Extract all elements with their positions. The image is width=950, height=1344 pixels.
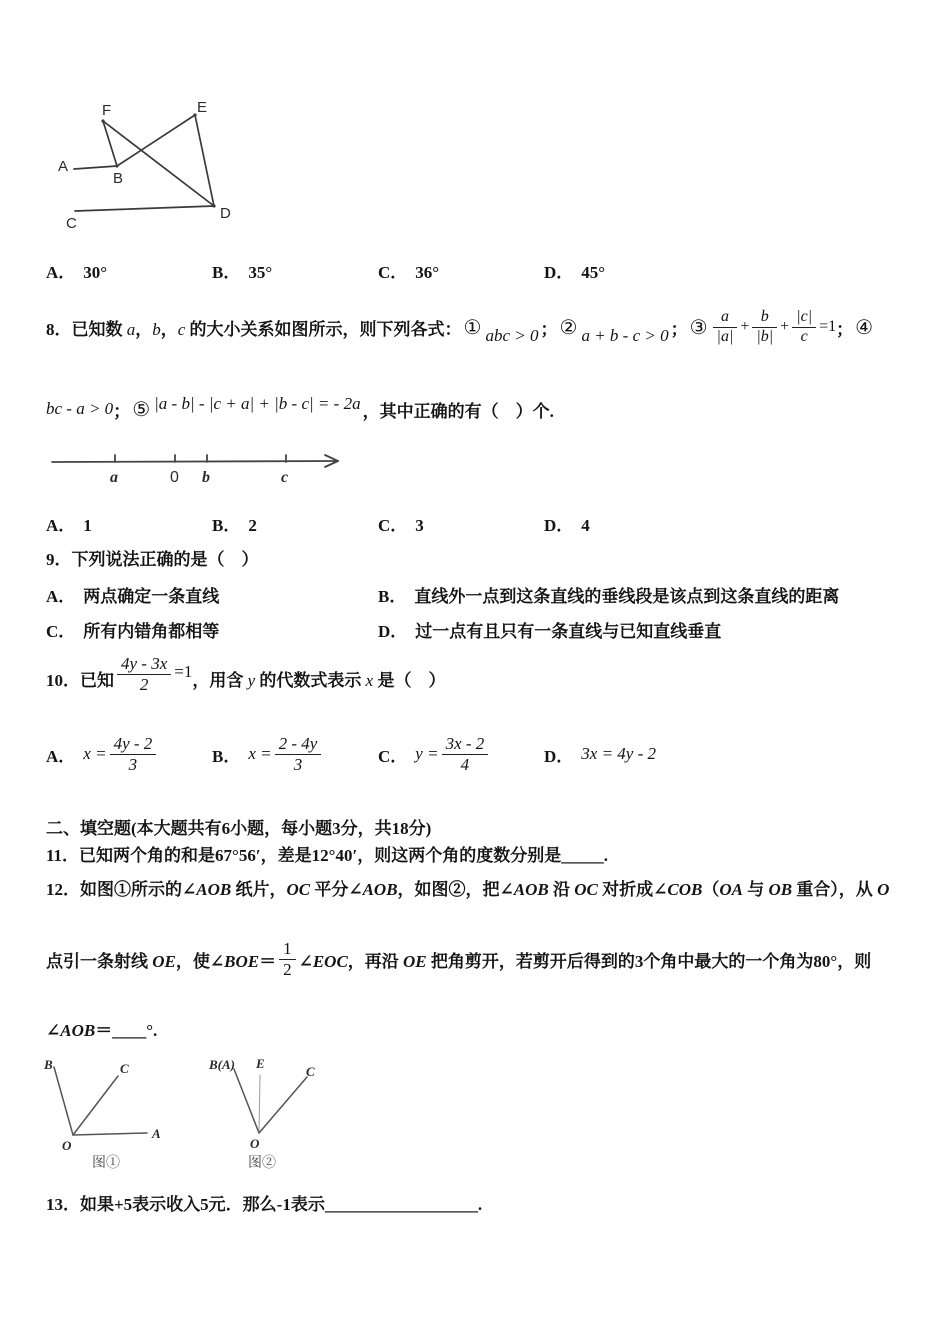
option-label: D． <box>544 516 574 535</box>
numerator: 3x - 2 <box>442 734 489 755</box>
q8-expr-5: |a - b| - |c + a| + |b - c| = - 2a <box>154 394 361 413</box>
section2-title: 二、填空题(本大题共有6小题，每小题3分，共18分) <box>46 819 432 838</box>
option-text: 2 <box>248 516 257 535</box>
ray-OC <box>259 1077 307 1133</box>
q8-option-a <box>46 511 92 536</box>
q7-figure-lines <box>74 115 214 211</box>
q8-question-tail: ，其中正确的有（ ）个. <box>362 401 554 421</box>
text-run: ，如图②，把 <box>397 880 500 899</box>
option-label: B． <box>212 746 241 766</box>
option-text: 35° <box>248 263 273 282</box>
denominator: c <box>800 327 808 345</box>
text-run: b <box>152 319 161 339</box>
option-label: A． <box>46 516 76 535</box>
segment-CD <box>75 206 214 211</box>
point-label-B: B <box>113 170 124 187</box>
option-label: B． <box>212 263 241 282</box>
q8-number-line <box>48 446 348 488</box>
tick-label-a: a <box>110 469 118 486</box>
text-run: ，再沿 <box>347 951 404 971</box>
point-label-BA: B(A) <box>209 1057 235 1072</box>
text-run: ，使 <box>175 951 210 971</box>
q10-stem <box>46 650 445 706</box>
q8-option-b <box>212 511 257 536</box>
text-run: ∠AOB <box>46 1021 96 1040</box>
text-run: OC <box>286 880 311 899</box>
point-label-A: A <box>58 158 69 175</box>
text-run: OA <box>719 880 743 899</box>
q8-expr-2: a + b - c > 0 <box>581 326 669 345</box>
ray-OA <box>73 1133 147 1135</box>
figure1-caption: 图① <box>92 1156 120 1171</box>
point-label-C: C <box>306 1064 315 1079</box>
q9-option-c <box>46 617 219 642</box>
segment-AB <box>74 166 117 169</box>
denominator: 2 <box>283 959 292 979</box>
q10-option-b <box>212 724 324 784</box>
denominator: |b| <box>756 327 774 345</box>
fraction <box>279 939 296 979</box>
denominator: 2 <box>139 674 149 694</box>
text-run: OE <box>403 951 427 971</box>
text-run: 纸片， <box>231 880 287 899</box>
option-text: 3x = 4y - 2 <box>581 744 657 763</box>
text-run: 的大小关系如图所示，则下列各式： <box>185 319 462 339</box>
tick-label-0: 0 <box>170 469 179 486</box>
option-label: D． <box>378 622 408 641</box>
text-run: ∠COB <box>653 880 703 899</box>
point-label-C: C <box>120 1061 129 1076</box>
denominator: 3 <box>128 754 138 774</box>
option-lhs: x = <box>83 744 107 763</box>
text-run: c <box>177 319 186 339</box>
q8-option-c <box>378 511 424 536</box>
text-run: 与 <box>742 880 769 899</box>
text-run: OB <box>768 880 793 899</box>
q7-option-c <box>378 258 439 283</box>
numerator: 4y - 2 <box>110 734 157 755</box>
text-run: O <box>877 880 890 899</box>
numerator: a <box>713 308 738 327</box>
option-text: 30° <box>83 263 108 282</box>
circled-4: ④ <box>855 315 874 339</box>
option-label: D． <box>544 746 574 766</box>
tick-label-b: b <box>202 469 210 486</box>
text-run: y <box>247 670 256 690</box>
option-lhs: y = <box>415 744 439 763</box>
option-label: C． <box>378 516 408 535</box>
numerator: b <box>752 308 777 327</box>
segment-FB <box>103 121 117 166</box>
plus-sign: + <box>740 318 750 335</box>
q7-geometry-figure <box>40 78 260 238</box>
text-run: ＝____°. <box>95 1021 158 1040</box>
text-run: 是（ ） <box>373 670 446 690</box>
arrowhead <box>325 455 338 461</box>
text-run: 12．如图①所示的 <box>46 880 182 899</box>
text-run: ，用含 <box>192 670 248 690</box>
ray-OB <box>54 1067 73 1135</box>
option-label: C． <box>46 622 76 641</box>
text-run: 点引一条射线 <box>46 951 153 971</box>
separator: ； <box>540 319 558 339</box>
q10-option-a <box>46 724 159 784</box>
circled-1: ① <box>463 315 482 339</box>
plus-sign: + <box>780 318 790 335</box>
figure1-rays <box>54 1067 147 1135</box>
denominator: 3 <box>293 754 303 774</box>
text-run: OE <box>152 951 176 971</box>
text-run: OC <box>574 880 598 899</box>
fraction <box>752 308 777 346</box>
option-label: C． <box>378 746 408 766</box>
tick-label-c: c <box>281 469 289 486</box>
ray-OC <box>73 1076 118 1135</box>
text-run: ∠EOC <box>298 951 348 971</box>
q9-option-d <box>378 617 721 642</box>
q7-option-d <box>544 258 605 283</box>
fraction <box>275 734 322 774</box>
numerator: 1 <box>279 939 296 960</box>
text-run: 沿 <box>548 880 575 899</box>
q9-option-a <box>46 582 219 607</box>
q12-stem-line1 <box>46 875 889 900</box>
fraction <box>792 308 816 346</box>
point-label-F: F <box>102 102 112 119</box>
q7-option-b <box>212 258 272 283</box>
numerator: 2 - 4y <box>275 734 322 755</box>
figure2-caption: 图② <box>248 1156 276 1171</box>
option-text: 1 <box>83 516 92 535</box>
point-label-D: D <box>220 205 231 222</box>
text-run: x <box>365 670 374 690</box>
q13-stem: 13．如果+5表示收入5元．那么-1表示__________________. <box>46 1195 483 1214</box>
q12-answer-blank-line <box>46 1016 157 1041</box>
fraction <box>442 734 489 774</box>
text-run: a <box>126 319 136 339</box>
q12-line2-before <box>46 947 276 972</box>
q8-expr-1: abc > 0 <box>485 326 539 345</box>
q10-stem-suffix <box>192 666 445 691</box>
point-label-C: C <box>66 215 77 232</box>
point-label-A: A <box>152 1126 161 1141</box>
option-label: A． <box>46 263 76 282</box>
q12-figure-1 <box>40 1055 170 1173</box>
text-run: 8．已知数 <box>46 319 127 339</box>
point-label-O: O <box>250 1136 260 1151</box>
circled-5: ⑤ <box>132 397 151 421</box>
text-run: 的代数式表示 <box>255 670 366 690</box>
numerator: |c| <box>792 308 816 327</box>
q8-option-d <box>544 511 590 536</box>
q7-option-a <box>46 258 107 283</box>
point-label-E: E <box>197 99 208 116</box>
q9-stem: 9．下列说法正确的是（ ） <box>46 550 259 569</box>
q11-stem: 11．已知两个角的和是67°56′，差是12°40′，则这两个角的度数分别是_____. <box>46 846 608 865</box>
segment-ED <box>195 115 214 206</box>
text-run: 平分 <box>310 880 349 899</box>
option-label: C． <box>378 263 408 282</box>
text-run: ＝ <box>259 951 277 971</box>
q12-stem-line2 <box>46 930 871 988</box>
fraction <box>713 308 738 346</box>
text-run: （ <box>702 880 720 899</box>
q8-stem-line1 <box>46 298 875 356</box>
q12-line2-after <box>299 947 872 972</box>
q8-stem-line2 <box>46 390 554 428</box>
fraction <box>117 654 171 694</box>
option-text: 两点确定一条直线 <box>83 587 220 606</box>
option-label: B． <box>212 516 241 535</box>
option-text: 过一点有且只有一条直线与已知直线垂直 <box>415 622 722 641</box>
option-text: 所有内错角都相等 <box>83 622 220 641</box>
option-label: A． <box>46 746 76 766</box>
option-text: 4 <box>581 516 590 535</box>
ray-OE-crease <box>259 1075 260 1133</box>
circled-2: ② <box>559 315 578 339</box>
text-run: 重合），从 <box>792 880 878 899</box>
text-run: 把角剪开，若剪开后得到的3个角中最大的一个角为80°，则 <box>426 951 872 971</box>
fraction <box>110 734 157 774</box>
option-text: 3 <box>415 516 424 535</box>
text-run: ∠BOE <box>209 951 260 971</box>
option-label: B． <box>378 587 407 606</box>
q12-figure-2 <box>193 1055 333 1173</box>
text-run: ， <box>135 319 153 339</box>
figure2-rays <box>234 1069 307 1133</box>
separator: ； <box>670 319 688 339</box>
option-text: 直线外一点到这条直线的垂线段是该点到这条直线的距离 <box>414 587 840 606</box>
equals-one: =1 <box>174 662 193 681</box>
point-label-E: E <box>256 1056 265 1071</box>
option-text: 45° <box>581 263 606 282</box>
denominator: |a| <box>716 327 734 345</box>
option-text: 36° <box>415 263 440 282</box>
ray-OBA <box>234 1069 259 1133</box>
point-label-O: O <box>62 1138 72 1153</box>
q10-option-c <box>378 724 491 784</box>
q8-stem-text <box>46 315 462 340</box>
option-label: D． <box>544 263 574 282</box>
text-run: ∠AOB <box>499 880 549 899</box>
q8-expr-4: bc - a > 0 <box>46 399 114 418</box>
separator: ； <box>113 401 131 421</box>
option-lhs: x = <box>248 744 272 763</box>
numerator: 4y - 3x <box>117 654 171 675</box>
q10-option-d <box>544 724 656 784</box>
number-line-axis <box>52 455 338 467</box>
equals-one: =1 <box>819 318 837 335</box>
option-label: A． <box>46 587 76 606</box>
denominator: 4 <box>460 754 470 774</box>
text-run: ， <box>160 319 178 339</box>
circled-3: ③ <box>689 315 708 339</box>
separator: ； <box>836 319 854 339</box>
text-run: ∠AOB <box>348 880 398 899</box>
q9-option-b <box>378 582 839 607</box>
text-run: 对折成 <box>597 880 654 899</box>
text-run: ∠AOB <box>182 880 232 899</box>
q10-stem-prefix: 10．已知 <box>46 670 114 690</box>
q8-expr-3 <box>710 308 837 346</box>
point-label-B: B <box>44 1057 53 1072</box>
